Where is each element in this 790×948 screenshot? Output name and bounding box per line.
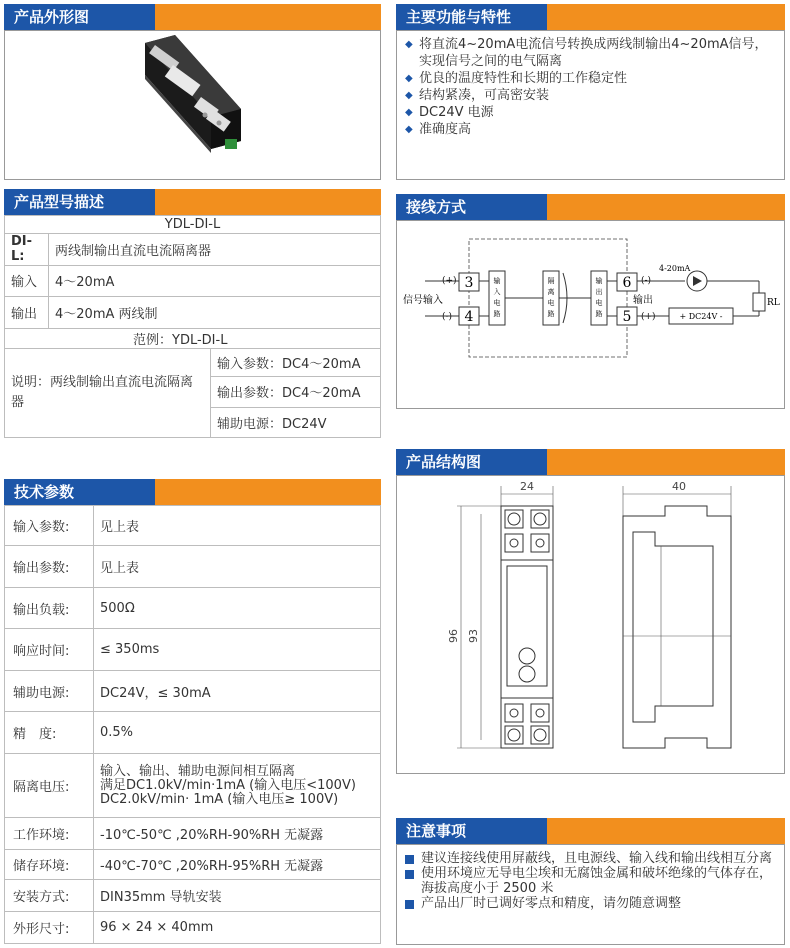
input-circuit-char: 路 <box>493 310 501 318</box>
spec-key: 工作环境: <box>5 818 94 850</box>
spec-key: 储存环境: <box>5 850 94 880</box>
model-panel <box>4 189 381 438</box>
wiring-title: 接线方式 <box>396 194 547 220</box>
feature-item: ◆ 将直流4~20mA电流信号转换成两线制输出4~20mA信号，实现信号之间的电气隔离 <box>405 37 768 69</box>
spec-key: 安装方式: <box>5 880 94 912</box>
notice-item: 产品出厂时已调好零点和精度，请勿随意调整 <box>405 896 778 911</box>
specs-table <box>4 505 381 944</box>
spec-value: -10℃-50℃ ,20%RH-90%RH 无凝露 <box>94 818 381 850</box>
isolation-char: 隔 <box>547 277 555 285</box>
model-param: 输出参数：DC4～20mA <box>211 377 381 407</box>
resistor-icon <box>753 293 765 311</box>
wiring-panel <box>396 194 785 409</box>
spec-value: 500Ω <box>94 588 381 629</box>
output-circuit-char: 电 <box>595 299 603 307</box>
model-title: 产品型号描述 <box>4 189 155 215</box>
features-list <box>405 36 774 138</box>
square-bullet-icon <box>405 870 414 879</box>
spec-line: 满足DC1.0kV/min·1mA (输入电压<100V) <box>100 777 356 793</box>
dim-width-side: 40 <box>672 480 686 493</box>
model-box <box>4 215 381 438</box>
load-label: RL <box>767 298 780 308</box>
current-label: 4-20mA <box>659 264 691 273</box>
spec-value: 见上表 <box>94 546 381 588</box>
notice-box <box>396 844 785 945</box>
spec-value: DC24V，≤ 30mA <box>94 671 381 712</box>
spec-value: -40℃-70℃ ,20%RH-95%RH 无凝露 <box>94 850 381 880</box>
wiring-diagram <box>397 221 784 408</box>
square-bullet-icon <box>405 900 414 909</box>
structure-drawing <box>397 476 784 773</box>
spec-value: 0.5% <box>94 712 381 754</box>
square-bullet-icon <box>405 855 414 864</box>
model-value: 4～20mA <box>49 265 381 296</box>
model-key: 输出 <box>5 297 49 328</box>
appearance-panel <box>4 4 381 180</box>
structure-box <box>396 475 785 774</box>
spec-key: 输出参数: <box>5 546 94 588</box>
features-box <box>396 30 785 180</box>
model-key: 输入 <box>5 265 49 296</box>
output-circuit-char: 出 <box>595 288 603 296</box>
features-title: 主要功能与特性 <box>396 4 547 30</box>
signal-input-label: 信号输入 <box>403 295 443 306</box>
output-circuit-char: 路 <box>595 310 603 318</box>
appearance-box <box>4 30 381 180</box>
feature-item: ◆ 优良的温度特性和长期的工作稳定性 <box>405 71 628 86</box>
diamond-icon: ◆ <box>405 107 413 118</box>
model-param: 辅助电源：DC24V <box>211 407 381 437</box>
spec-value: 96 × 24 × 40mm <box>94 912 381 944</box>
model-value: 两线制输出直流电流隔离器 <box>49 234 381 265</box>
features-header <box>396 4 785 30</box>
model-key: DI-L: <box>5 234 49 265</box>
dim-width-front: 24 <box>520 480 534 493</box>
isolation-char: 电 <box>547 299 555 307</box>
diamond-icon: ◆ <box>405 124 413 135</box>
diamond-icon: ◆ <box>405 39 413 50</box>
model-value: 4～20mA 两线制 <box>49 297 381 328</box>
appearance-title: 产品外形图 <box>4 4 155 30</box>
sign-plus-out: (+) <box>641 312 656 322</box>
sign-plus-in: (+) <box>442 276 457 286</box>
structure-header <box>396 449 785 475</box>
notice-item: 建议连接线使用屏蔽线，且电源线、输入线和输出线相互分离 <box>405 851 778 866</box>
notice-panel <box>396 818 785 945</box>
isolation-char: 离 <box>547 288 555 296</box>
diamond-icon: ◆ <box>405 73 413 84</box>
spec-value <box>94 754 381 818</box>
model-table <box>4 215 381 438</box>
notice-list <box>405 851 778 911</box>
power-label: + DC24V - <box>679 312 723 321</box>
feature-item: ◆ 准确度高 <box>405 122 472 137</box>
spec-key: 输出负载: <box>5 588 94 629</box>
input-circuit-char: 输 <box>493 277 501 285</box>
terminal-5: 5 <box>622 309 632 325</box>
output-label: 输出 <box>633 295 653 306</box>
spec-value: ≤ 350ms <box>94 629 381 671</box>
spec-value: 见上表 <box>94 506 381 546</box>
input-circuit-char: 入 <box>493 288 501 296</box>
terminal-3: 3 <box>464 275 474 291</box>
isolation-char: 路 <box>547 310 555 318</box>
spec-line: DC2.0kV/min· 1mA (输入电压≥ 100V) <box>100 791 339 807</box>
model-code: YDL-DI-L <box>5 216 381 234</box>
terminal-4: 4 <box>464 309 474 325</box>
spec-key: 精 度: <box>5 712 94 754</box>
specs-header <box>4 479 381 505</box>
wiring-header <box>396 194 785 220</box>
product-photo <box>5 31 380 179</box>
input-circuit-char: 电 <box>493 299 501 307</box>
sign-minus-out: (-) <box>641 276 652 286</box>
notice-title: 注意事项 <box>396 818 547 844</box>
spec-key: 辅助电源: <box>5 671 94 712</box>
specs-title: 技术参数 <box>4 479 155 505</box>
structure-panel <box>396 449 785 774</box>
notice-header <box>396 818 785 844</box>
feature-item: ◆ DC24V 电源 <box>405 105 494 120</box>
spec-line: 输入、输出、辅助电源间相互隔离 <box>100 763 296 779</box>
spec-key: 隔离电压: <box>5 754 94 818</box>
spec-value: DIN35mm 导轨安装 <box>94 880 381 912</box>
notice-item: 使用环境应无导电尘埃和无腐蚀金属和破坏绝缘的气体存在，海拔高度小于 2500 米 <box>405 866 778 896</box>
spec-key: 输入参数: <box>5 506 94 546</box>
wiring-box <box>396 220 785 409</box>
model-example: 范例：YDL-DI-L <box>5 328 381 348</box>
features-panel <box>396 4 785 180</box>
terminal-6: 6 <box>622 275 632 291</box>
model-header <box>4 189 381 215</box>
dim-height-inner: 93 <box>467 629 480 643</box>
spec-key: 响应时间: <box>5 629 94 671</box>
output-circuit-char: 输 <box>595 277 603 285</box>
appearance-header <box>4 4 381 30</box>
structure-title: 产品结构图 <box>396 449 547 475</box>
dim-height-outer: 96 <box>447 629 460 643</box>
feature-item: ◆ 结构紧凑，可高密安装 <box>405 88 550 103</box>
model-param: 输入参数：DC4～20mA <box>211 348 381 376</box>
model-note: 说明：两线制输出直流电流隔离器 <box>5 348 211 437</box>
diamond-icon: ◆ <box>405 90 413 101</box>
specs-panel <box>4 479 381 945</box>
spec-key: 外形尺寸: <box>5 912 94 944</box>
sign-minus-in: (-) <box>442 312 453 322</box>
